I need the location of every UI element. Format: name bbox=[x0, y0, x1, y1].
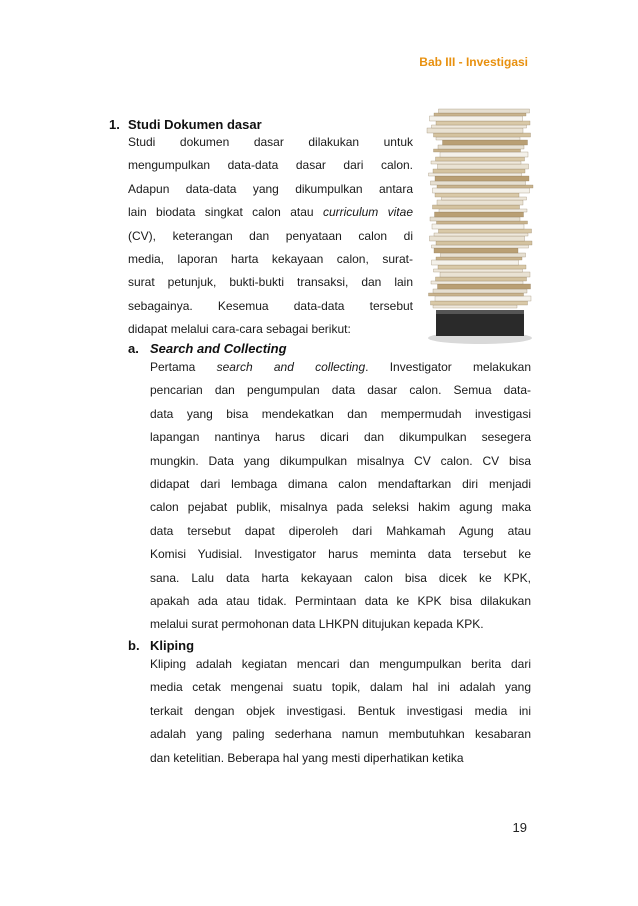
paper-layer bbox=[438, 284, 531, 289]
paragraph-line: apakah ada atau tidak. Permintaan data ke KPK bisa dilakukan bbox=[150, 594, 531, 609]
paper-layer bbox=[433, 289, 527, 293]
paper-layer bbox=[435, 296, 531, 301]
paragraph-line: pencarian dan pengumpulan data dasar calon. Semua data- bbox=[150, 383, 531, 398]
paragraph-line: lapangan nantinya harus dicari dan dikumpulkan sesegera bbox=[150, 430, 531, 445]
paper-layer bbox=[442, 197, 527, 200]
subsection-a-heading bbox=[128, 341, 287, 356]
paragraph-line: mengumpulkan data-data dasar dari calon. bbox=[128, 158, 413, 173]
paper-layer bbox=[436, 277, 527, 281]
paper-layer bbox=[433, 205, 520, 209]
paper-layer bbox=[436, 157, 525, 161]
paper-layer bbox=[432, 245, 529, 248]
paper-layer bbox=[440, 272, 530, 277]
subsection-b-paragraph bbox=[150, 653, 531, 770]
paragraph-line: didapat melalui cara-cara sebagai berikut: bbox=[128, 322, 351, 337]
paragraph-line: mungkin. Data yang dikumpulkan misalnya CV calon. CV bisa bbox=[150, 453, 531, 468]
paper-layer bbox=[441, 253, 526, 257]
paper-layer bbox=[433, 169, 525, 173]
subsection-b-heading bbox=[128, 638, 194, 653]
subsection-b-letter: b. bbox=[128, 638, 140, 653]
paragraph-line: sebagainya. Kesemua data-data tersebut bbox=[128, 298, 413, 313]
section-heading bbox=[109, 117, 262, 132]
running-header: Bab III - Investigasi bbox=[419, 55, 528, 69]
paper-layer bbox=[437, 221, 528, 224]
paper-layer bbox=[434, 248, 518, 253]
paragraph-line: lain biodata singkat calon atau curriculum vitae bbox=[128, 205, 413, 220]
paragraph-line: calon pejabat publik, misalnya pada seleksi hakim agung maka bbox=[150, 500, 531, 515]
paper-layer bbox=[431, 161, 521, 164]
subsection-a-paragraph bbox=[150, 356, 531, 637]
paragraph-line: (CV), keterangan dan penyataan calon di bbox=[128, 228, 413, 243]
paper-layer bbox=[430, 236, 525, 241]
paragraph-line: didapat dari lembaga dimana calon mendaftarkan diri menjadi bbox=[150, 477, 531, 492]
paragraph-line: data tersebut dapat diperoleh dari Mahkamah Agung atau bbox=[150, 523, 531, 538]
paragraph-line: dan ketelitian. Beberapa hal yang mesti diperhatikan ketika bbox=[150, 750, 464, 765]
subsection-b-title: Kliping bbox=[150, 638, 195, 653]
paper-layer bbox=[436, 137, 520, 140]
section-number: 1. bbox=[109, 117, 120, 132]
paragraph-line: surat petunjuk, bukti-bukti transaksi, dan lain bbox=[128, 275, 413, 290]
paper-layer bbox=[434, 133, 531, 137]
paper-layer bbox=[435, 193, 519, 197]
paper-layer bbox=[434, 269, 523, 272]
paper-layer bbox=[433, 305, 517, 308]
paper-layer bbox=[431, 181, 526, 185]
paragraph-line: Pertama search and collecting. Investigator melakukan bbox=[150, 360, 532, 374]
paper-layer bbox=[433, 188, 530, 193]
paper-layer bbox=[435, 212, 524, 217]
section-title: Studi Dokumen dasar bbox=[128, 117, 262, 132]
paper-layer bbox=[429, 293, 524, 296]
paper-layer bbox=[439, 209, 527, 212]
paper-layer bbox=[437, 200, 523, 205]
paper-layer bbox=[430, 217, 520, 221]
paper-layer bbox=[431, 281, 523, 284]
paragraph-line: sana. Lalu data harta kekayaan calon bisa dicek ke KPK, bbox=[150, 570, 531, 585]
paragraph-line: adalah yang paling sederhana namun membutuhkan kesabaran bbox=[150, 727, 531, 742]
paper-layer bbox=[443, 140, 528, 145]
paper-layer bbox=[435, 176, 529, 181]
paper-layer bbox=[436, 121, 530, 125]
paragraph-line: Adapun data-data yang dikumpulkan antara bbox=[128, 181, 413, 196]
paper-layer bbox=[430, 116, 523, 121]
paper-layer bbox=[436, 257, 522, 260]
paper-layer bbox=[432, 125, 527, 128]
subsection-a-letter: a. bbox=[128, 341, 139, 356]
paper-layer bbox=[432, 260, 519, 265]
paragraph-line: Studi dokumen dasar dilakukan untuk bbox=[128, 135, 413, 149]
paper-layer bbox=[429, 173, 522, 176]
paper-layer bbox=[438, 265, 526, 269]
paragraph-line: Kliping adalah kegiatan mencari dan mengumpulkan berita dari bbox=[150, 657, 531, 671]
paper-layer bbox=[432, 224, 524, 229]
paper-layer bbox=[438, 164, 529, 169]
paper-layer bbox=[439, 109, 530, 113]
paper-layer bbox=[434, 233, 528, 236]
paper-layer bbox=[434, 149, 521, 152]
paper-layer bbox=[431, 301, 528, 305]
subsection-a-title: Search and Collecting bbox=[150, 341, 287, 356]
paper-layer bbox=[439, 229, 532, 233]
section-intro-paragraph bbox=[128, 131, 413, 342]
paragraph-line: data yang bisa mendekatkan dan mempermudah investigasi bbox=[150, 406, 531, 421]
paper-layer bbox=[427, 128, 523, 133]
paragraph-line: Komisi Yudisial. Investigator harus meminta data tersebut ke bbox=[150, 547, 531, 562]
stacked-documents-image bbox=[424, 104, 535, 344]
paper-layer bbox=[436, 241, 532, 245]
paper-layer bbox=[440, 152, 528, 157]
page-number: 19 bbox=[512, 820, 527, 835]
paper-layer bbox=[437, 185, 533, 188]
paragraph-line: terkait dengan objek investigasi. Bentuk investigasi media ini bbox=[150, 703, 531, 718]
paragraph-line: media cetak mengenai suatu topik, dalam hal ini adalah yang bbox=[150, 680, 531, 695]
paragraph-line: melalui surat permohonan data LHKPN ditujukan kepada KPK. bbox=[150, 617, 484, 632]
paper-layer bbox=[438, 145, 524, 149]
paper-layer bbox=[434, 113, 526, 116]
paragraph-line: media, laporan harta kekayaan calon, surat- bbox=[128, 252, 413, 267]
